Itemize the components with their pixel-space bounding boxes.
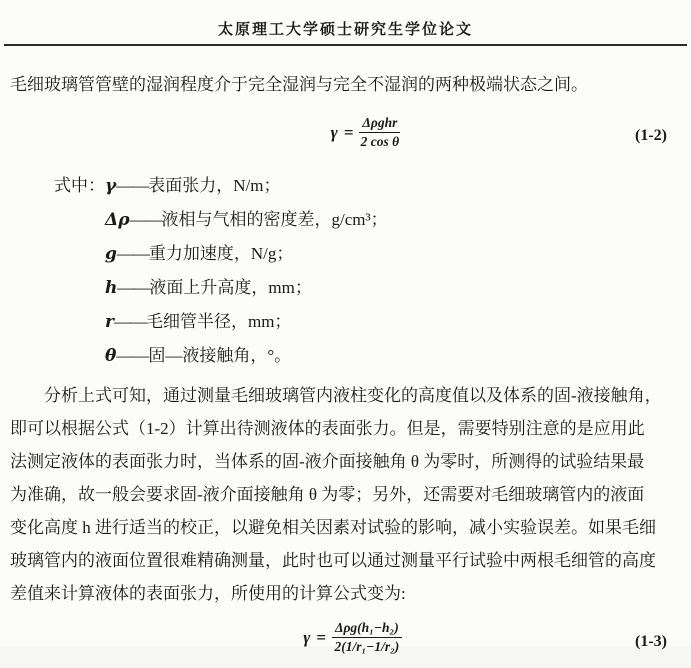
eq12-numerator: Δρghr <box>359 115 400 133</box>
paragraph-analysis <box>10 379 683 610</box>
analysis-line: 变化高度 h 进行适当的校正，以避免相关因素对试验的影响，减小实验误差。如果毛细 <box>10 518 656 537</box>
definition-row-h <box>0 271 691 305</box>
eq13-denominator: 2(1/r₁−1/r₂) <box>334 639 400 655</box>
running-header-title: 太原理工大学硕士研究生学位论文 <box>217 22 473 38</box>
symbol-theta: θ <box>105 346 117 366</box>
eq13-numerator: Δρg(h₁−h₂) <box>332 620 402 638</box>
eq13-fraction <box>332 620 402 655</box>
eq13-lhs: γ <box>303 627 311 647</box>
dash: —— <box>129 210 162 229</box>
eq12-denominator: 2 cos θ <box>360 134 400 150</box>
dash: —— <box>116 176 149 195</box>
dash: —— <box>113 312 146 331</box>
definition-row-theta <box>0 339 691 373</box>
where-label: 式中： <box>54 176 105 195</box>
definition-text: 毛细管半径，mm； <box>145 312 292 331</box>
definition-row-r <box>0 305 691 339</box>
analysis-line: 玻璃管内的液面位置很难精确测量，此时也可以通过测量平行试验中两根毛细管的高度 <box>10 551 656 570</box>
equation-1-3-formula <box>303 620 402 655</box>
eq12-lhs: γ <box>330 122 338 142</box>
equation-1-2-row <box>8 111 683 161</box>
symbol-definition-list <box>0 169 691 373</box>
symbol-delta-rho: Δρ <box>105 210 130 230</box>
symbol-gamma: γ <box>105 176 117 196</box>
symbol-r: r <box>105 312 114 332</box>
analysis-line: 即可以根据公式（1-2）计算出待测液体的表面张力。但是，需要特别注意的是应用此 <box>10 419 645 438</box>
header-rule <box>4 44 687 46</box>
equation-1-3-number: (1-3) <box>635 633 667 650</box>
definition-text: 表面张力，N/m； <box>148 176 281 195</box>
definition-row-g <box>0 237 691 271</box>
equation-1-2-number: (1-2) <box>635 127 667 144</box>
paragraph-intro: 毛细玻璃管管壁的湿润程度介于完全湿润与完全不湿润的两种极端状态之间。 <box>10 75 588 94</box>
symbol-g: g <box>105 244 117 264</box>
dash: —— <box>117 278 150 297</box>
analysis-line: 为准确，故一般会要求固-液介面接触角 θ 为零；另外，还需要对毛细玻璃管内的液面 <box>10 485 645 504</box>
analysis-line: 法测定液体的表面张力时，当体系的固-液介面接触角 θ 为零时，所测得的试验结果最 <box>10 452 645 471</box>
symbol-h: h <box>105 278 118 298</box>
analysis-line: 差值来计算液体的表面张力，所使用的计算公式变为: <box>10 584 406 603</box>
eq12-fraction <box>359 115 400 150</box>
definition-text: 液面上升高度，mm； <box>149 278 312 297</box>
definition-row-delta-rho <box>0 203 691 237</box>
dash: —— <box>116 244 149 263</box>
eq12-equals: = <box>343 122 354 142</box>
definition-text: 重力加速度，N/g； <box>148 244 294 263</box>
eq13-equals: = <box>316 627 326 647</box>
definition-text: 液相与气相的密度差，g/cm³； <box>161 210 388 229</box>
analysis-line: 分析上式可知，通过测量毛细玻璃管内液柱变化的高度值以及体系的固-液接触角， <box>44 386 662 405</box>
dash: —— <box>116 346 149 365</box>
definition-text: 固—液接触角，°。 <box>148 346 292 365</box>
equation-1-3-row <box>8 616 683 668</box>
definition-row-gamma <box>0 169 691 203</box>
equation-1-2-formula <box>331 115 401 150</box>
